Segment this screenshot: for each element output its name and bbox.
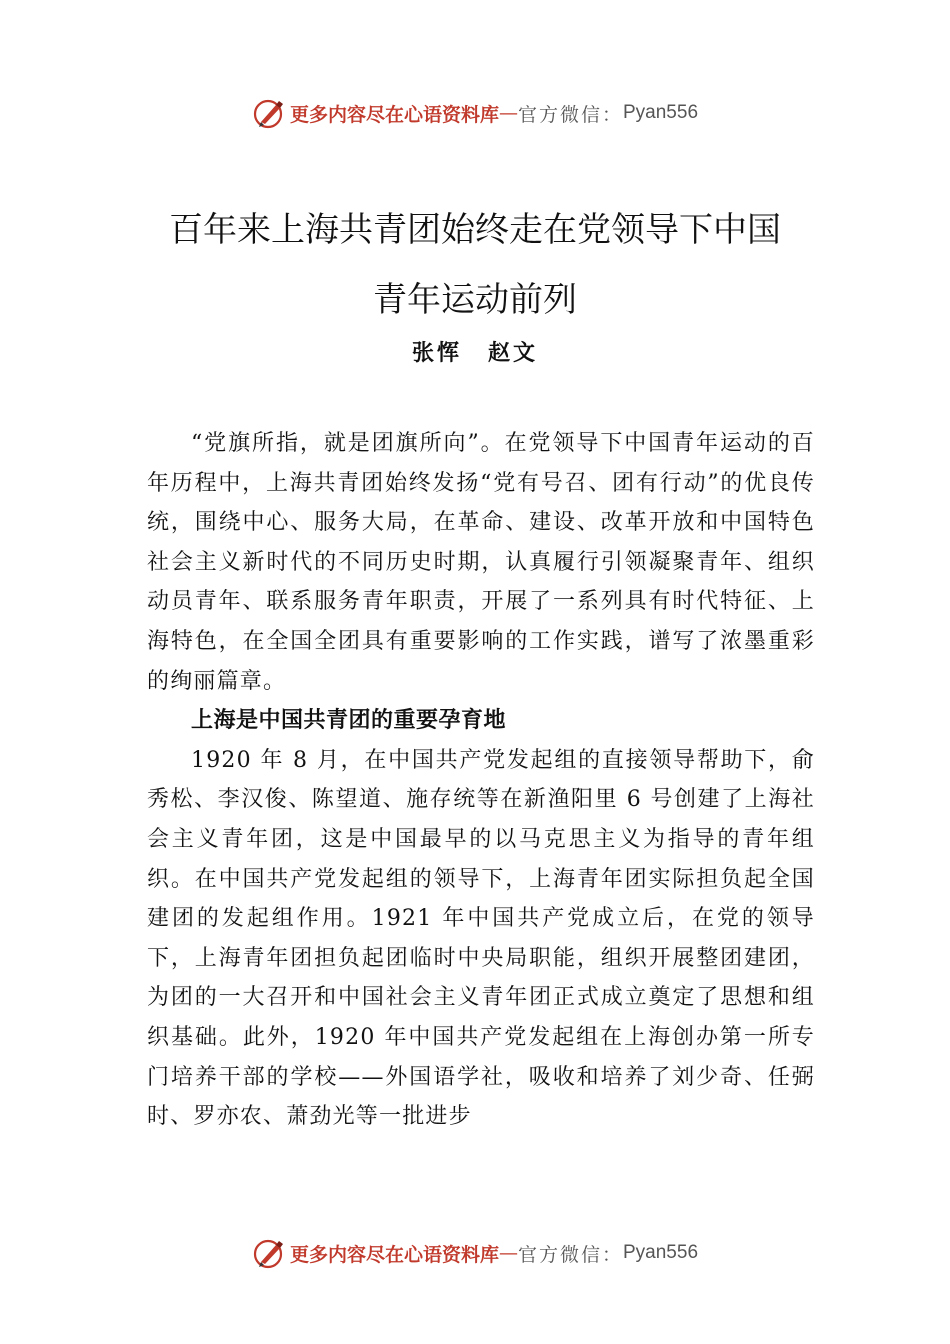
author-name: 赵文 (488, 340, 539, 366)
banner-wechat-id: Pyan556 (623, 1242, 699, 1263)
banner-wechat-id: Pyan556 (623, 102, 699, 123)
pen-logo-icon (252, 96, 286, 130)
banner-wechat-label: 官方微信： (517, 103, 623, 126)
footer-banner (0, 1236, 950, 1270)
article-body (147, 424, 815, 1137)
banner-separator: — (498, 102, 518, 124)
page-title-line-2: 青年运动前列 (373, 280, 577, 320)
header-banner (0, 96, 950, 130)
page-title-line-1: 百年来上海共青团始终走在党领导下中国 (169, 210, 781, 250)
banner-wechat-label: 官方微信： (517, 1243, 623, 1266)
section-heading: 上海是中国共青团的重要孕育地 (191, 708, 507, 734)
pen-logo-icon (252, 1236, 286, 1270)
authors (0, 336, 950, 367)
intro-paragraph: “党旗所指，就是团旗所向”。在党领导下中国青年运动的百年历程中，上海共青团始终发扬“党有号召、团有行动”的优良传统，围绕中心、服务大局，在革命、建设、改革开放和中国特色社会主义新时代的不同历史时期，认真履行引领凝聚青年、组织动员青年、联系服务青年职责，开展了一系列具有时代特征、上海特色，在全国全团具有重要影响的工作实践，谱写了浓墨重彩的绚丽篇章。 (147, 431, 815, 694)
body-paragraph: 1920 年 8 月，在中国共产党发起组的直接领导帮助下，俞秀松、李汉俊、陈望道、施存统等在新渔阳里 6 号创建了上海社会主义青年团，这是中国最早的以马克思主义为指导的青年组织。在中国共产党发起组的领导下，上海青年团实际担负起全国建团的发起组作用。1921 年中国共产党成立后，在党的领导下，上海青年团担负起团临时中央局职能，组织开展整团建团，为团的一大召开和中国社会主义青年团正式成立奠定了思想和组织基础。此外，1920 年中国共产党发起组在上海创办第一所专门培养干部的学校——外国语学社，吸收和培养了刘少奇、任弼时、罗亦农、萧劲光等一批进步 (147, 747, 815, 1130)
author-name: 张恽 (411, 340, 462, 366)
banner-red-text: 更多内容尽在心语资料库 (289, 1243, 499, 1266)
banner-red-text: 更多内容尽在心语资料库 (289, 103, 499, 126)
banner-separator: — (498, 1242, 518, 1264)
